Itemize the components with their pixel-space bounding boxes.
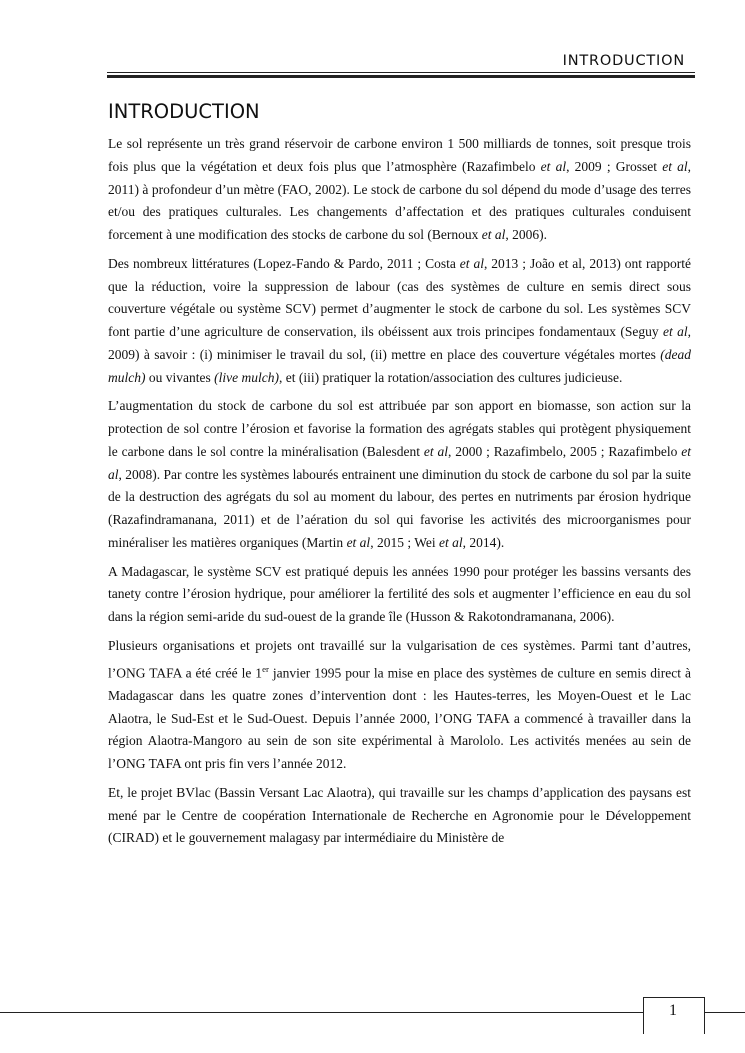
text-run: L’augmentation du stock de carbone du sol est attribuée par son apport en biomasse, son action sur la protection de sol contre l’érosion et favorise la formation des agrégats stables qui protègent physiquement le carbone dans le sol contre la minéralisation (Balesdent (108, 398, 691, 459)
text-run: , 2014). (462, 534, 505, 550)
text-run: , 2013 ; João et al, 2013) ont rapporté que la réduction, voire la suppression de labour (cas des systèmes de culture en semis direct sous couverture végétale ou système SCV) permet d’augmenter le stock de carbone du sol. Les systèmes SCV font partie d’une agriculture de conservation, ils obéissent aux trois principes fondamentaux (Seguy (108, 255, 691, 339)
section-title: INTRODUCTION (108, 100, 260, 123)
header-rule-thin (107, 72, 695, 73)
text-run: (dead mulch) (108, 346, 691, 385)
text-run: et al (481, 227, 506, 242)
text-run: janvier 1995 pour la mise en place des systèmes de culture en semis direct à Madagascar dans les quatre zones d’intervention dont : les Hautes-terres, les Moyen-Ouest et le Lac Alaotra, le Sud-Est et le Sud-Ouest. Depuis l’année 2000, l’ONG TAFA a commencé à travailler dans la région Alaotra-Mangoro au sein de son site expérimental à Marololo. Les activités menées au sein de l’ONG TAFA ont pris fin vers l’année 2012. (108, 665, 691, 771)
footer-rule (0, 1012, 745, 1013)
paragraph-6 (108, 782, 691, 850)
body-text (108, 133, 691, 856)
text-run: , 2009) à savoir : (i) minimiser le travail du sol, (ii) mettre en place des couverture végétales mortes (108, 324, 691, 362)
text-run: , 2009 ; Grosset (566, 158, 663, 174)
text-run: et al (540, 158, 567, 174)
text-run: A Madagascar, le système SCV est pratiqué depuis les années 1990 pour protéger les bassins versants des tanety contre l’érosion hydrique, pour améliorer la fertilité des sols et augmenter l’efficience en eau du sol dans la région semi-aride du sud-ouest de la grande île (Husson & Rakotondramanana, 2006). (108, 563, 691, 624)
text-run: ou vivantes (145, 369, 215, 385)
paragraph-4 (108, 561, 691, 629)
paragraph-2 (108, 253, 691, 390)
text-run: et al (108, 443, 691, 482)
text-run: , 2011) à profondeur d’un mètre (FAO, 2002). Le stock de carbone du sol dépend du mode d’usage des terres et/ou des pratiques culturales. Les changements d’affectation et des pratiques culturales conduisent forcement à une modification des stocks de carbone du sol (Bernoux (108, 158, 692, 242)
text-run: et al (459, 255, 484, 271)
paragraph-5 (108, 635, 691, 776)
text-run: er (262, 663, 269, 674)
text-run: , et (iii) pratiquer la rotation/association des cultures judicieuse. (278, 369, 623, 385)
running-header: INTRODUCTION (562, 53, 685, 69)
text-run: et al (423, 443, 449, 459)
page-number: 1 (669, 1002, 677, 1019)
text-run: , 2000 ; Razafimbelo, 2005 ; Razafimbelo (448, 443, 682, 459)
paragraph-1 (108, 133, 691, 247)
text-run: Le sol représente un très grand réservoir de carbone environ 1 500 milliards de tonnes, soit presque trois fois plus que la végétation et deux fois plus que l’atmosphère (Razafimbelo (108, 136, 691, 174)
text-run: Des nombreux littératures (Lopez-Fando & Pardo, 2011 ; Costa (108, 255, 460, 271)
text-run: , 2006). (505, 227, 548, 242)
text-run: et al (438, 534, 463, 550)
text-run: et al (662, 158, 688, 174)
text-run: et al (346, 534, 371, 550)
header-rule-thick (107, 75, 695, 78)
text-run: , 2015 ; Wei (370, 534, 439, 550)
paragraph-3 (108, 395, 691, 554)
text-run: et al (663, 324, 688, 339)
text-run: , 2008). Par contre les systèmes labourés entrainent une diminution du stock de carbone du sol par la suite de la destruction des agrégats du sol au moment du labour, des pertes en nutriments par érosion hydrique (Razafindramanana, 2011) et de l’aération du sol qui favorise les activités des microorganismes pour minéraliser les matières organiques (Martin (108, 466, 691, 550)
text-run: Plusieurs organisations et projets ont travaillé sur la vulgarisation de ces systèmes. Parmi tant d’autres, l’ONG TAFA a été créé le 1 (108, 637, 691, 680)
text-run: Et, le projet BVlac (Bassin Versant Lac Alaotra), qui travaille sur les champs d’application des paysans est mené par le Centre de coopération Internationale de Recherche en Agronomie pour le Développement (CIRAD) et le gouvernement malagasy par intermédiaire du Ministère de (108, 784, 691, 846)
text-run: (live mulch) (214, 369, 279, 385)
